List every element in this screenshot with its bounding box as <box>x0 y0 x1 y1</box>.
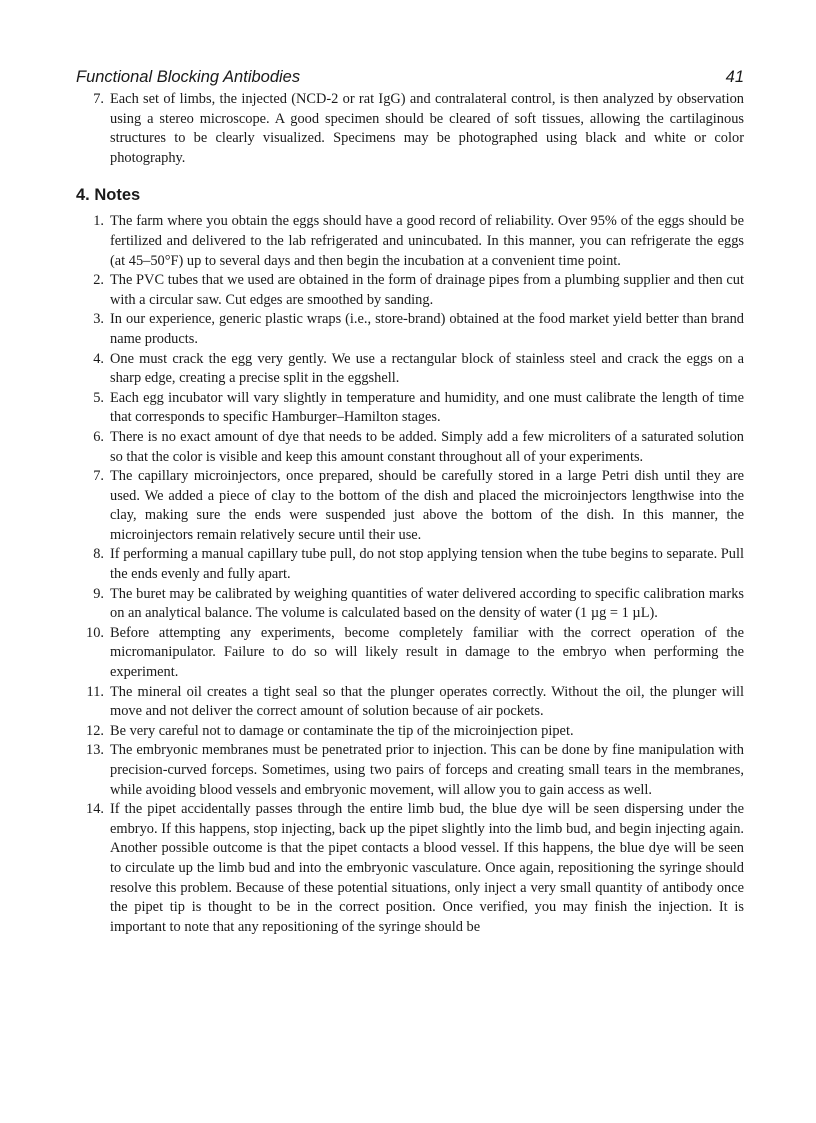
note-item <box>76 310 744 349</box>
note-number: 13. <box>86 742 104 759</box>
note-text: The farm where you obtain the eggs should have a good record of reliability. Over 95% of the eggs should be fertilized and delivered to the lab refrigerated and unincubated. In this manner, you can refrigerate the eggs (at 45–50°F) up to several days and then begin the incubation at a convenient time point. <box>110 213 744 269</box>
item-number: 7. <box>93 91 104 107</box>
note-item <box>76 271 744 310</box>
note-text: Be very careful not to damage or contaminate the tip of the microinjection pipet. <box>110 722 574 739</box>
note-text: The embryonic membranes must be penetrated prior to injection. This can be done by fine manipulation with precision-curved forceps. Sometimes, using two pairs of forceps and creating small tears in the membranes, while avoiding blood vessels and embryonic movement, will allow you to gain access as well. <box>110 742 744 798</box>
note-number: 8. <box>93 546 104 563</box>
note-item <box>76 722 744 742</box>
note-item <box>76 389 744 428</box>
note-text: The mineral oil creates a tight seal so that the plunger operates correctly. Without the oil, the plunger will move and not deliver the correct amount of solution because of air pockets. <box>110 683 744 720</box>
note-number: 12. <box>86 722 104 739</box>
note-text: Each egg incubator will vary slightly in temperature and humidity, and one must calibrate the length of time that corresponds to specific Hamburger–Hamilton stages. <box>110 389 744 426</box>
note-item <box>76 800 744 937</box>
continued-steps-list <box>76 90 744 168</box>
note-item <box>76 428 744 467</box>
section-heading: 4. Notes <box>76 186 141 205</box>
note-item <box>76 624 744 683</box>
note-text: If the pipet accidentally passes through the entire limb bud, the blue dye will be seen dispersing under the embryo. If this happens, stop injecting, back up the pipet slightly into the limb bud, and begin injecting again. Another possible outcome is that the pipet contacts a blood vessel. If this happens, the blue dye will be seen to circulate up the limb bud and into the embryonic vasculature. Once again, repositioning the syringe should resolve this problem. Because of these potential situations, only inject a very small quantity of antibody once the pipet tip is thought to be in the correct position. Once verified, you may finish the injection. It is important to note that any repositioning of the syringe should be <box>110 801 744 935</box>
note-text: The buret may be calibrated by weighing quantities of water delivered according to specific calibration marks on an analytical balance. The volume is calculated based on the density of water (1 µg = 1 µL). <box>110 585 744 622</box>
running-head <box>76 64 744 90</box>
page-number: 41 <box>725 68 744 86</box>
note-text: If performing a manual capillary tube pull, do not stop applying tension when the tube begins to separate. Pull the ends evenly and fully apart. <box>110 546 744 583</box>
note-number: 9. <box>93 585 104 602</box>
note-text: The capillary microinjectors, once prepared, should be carefully stored in a large Petri dish until they are used. We added a piece of clay to the bottom of the dish and placed the microinjectors lengthwise into the clay, making sure the ends were suspended just above the bottom of the dish. In this manner, the microinjectors remain relatively secure until their use. <box>110 468 744 543</box>
note-text: The PVC tubes that we used are obtained in the form of drainage pipes from a plumbing supplier and then cut with a circular saw. Cut edges are smoothed by sanding. <box>110 272 744 308</box>
note-text: Before attempting any experiments, become completely familiar with the correct operation of the micromanipulator. Failure to do so will likely result in damage to the embryo when performing the experiment. <box>110 624 744 681</box>
note-number: 14. <box>86 801 104 818</box>
note-text: There is no exact amount of dye that needs to be added. Simply add a few microliters of a saturated solution so that the color is visible and keep this amount constant throughout all of your experiments. <box>110 428 744 465</box>
note-item <box>76 683 744 722</box>
note-item <box>76 350 744 389</box>
running-head-title: Functional Blocking Antibodies <box>76 68 301 86</box>
note-text: One must crack the egg very gently. We use a rectangular block of stainless steel and crack the eggs on a sharp edge, creating a precise split in the eggshell. <box>110 350 744 387</box>
note-number: 3. <box>93 311 104 328</box>
note-number: 5. <box>93 389 104 406</box>
note-item <box>76 467 744 545</box>
note-item <box>76 585 744 624</box>
note-number: 10. <box>86 624 104 641</box>
note-item <box>76 545 744 584</box>
item-text: Each set of limbs, the injected (NCD-2 or rat IgG) and contralateral control, is then analyzed by observation using a stereo microscope. A good specimen should be cleared of soft tissues, allowing the cartilaginous structures to be clearly visualized. Specimens may be photographed using black and white or color photography. <box>110 91 744 166</box>
note-number: 4. <box>93 350 104 367</box>
note-item <box>76 212 744 271</box>
note-number: 7. <box>93 468 104 485</box>
note-number: 11. <box>86 683 104 700</box>
note-number: 1. <box>93 213 104 230</box>
list-item <box>76 90 744 168</box>
note-item <box>76 741 744 800</box>
page <box>76 64 744 937</box>
notes-list <box>76 212 744 937</box>
note-text: In our experience, generic plastic wraps (i.e., store-brand) obtained at the food market yield better than brand name products. <box>110 311 744 347</box>
note-number: 6. <box>93 428 104 445</box>
note-number: 2. <box>93 272 104 289</box>
